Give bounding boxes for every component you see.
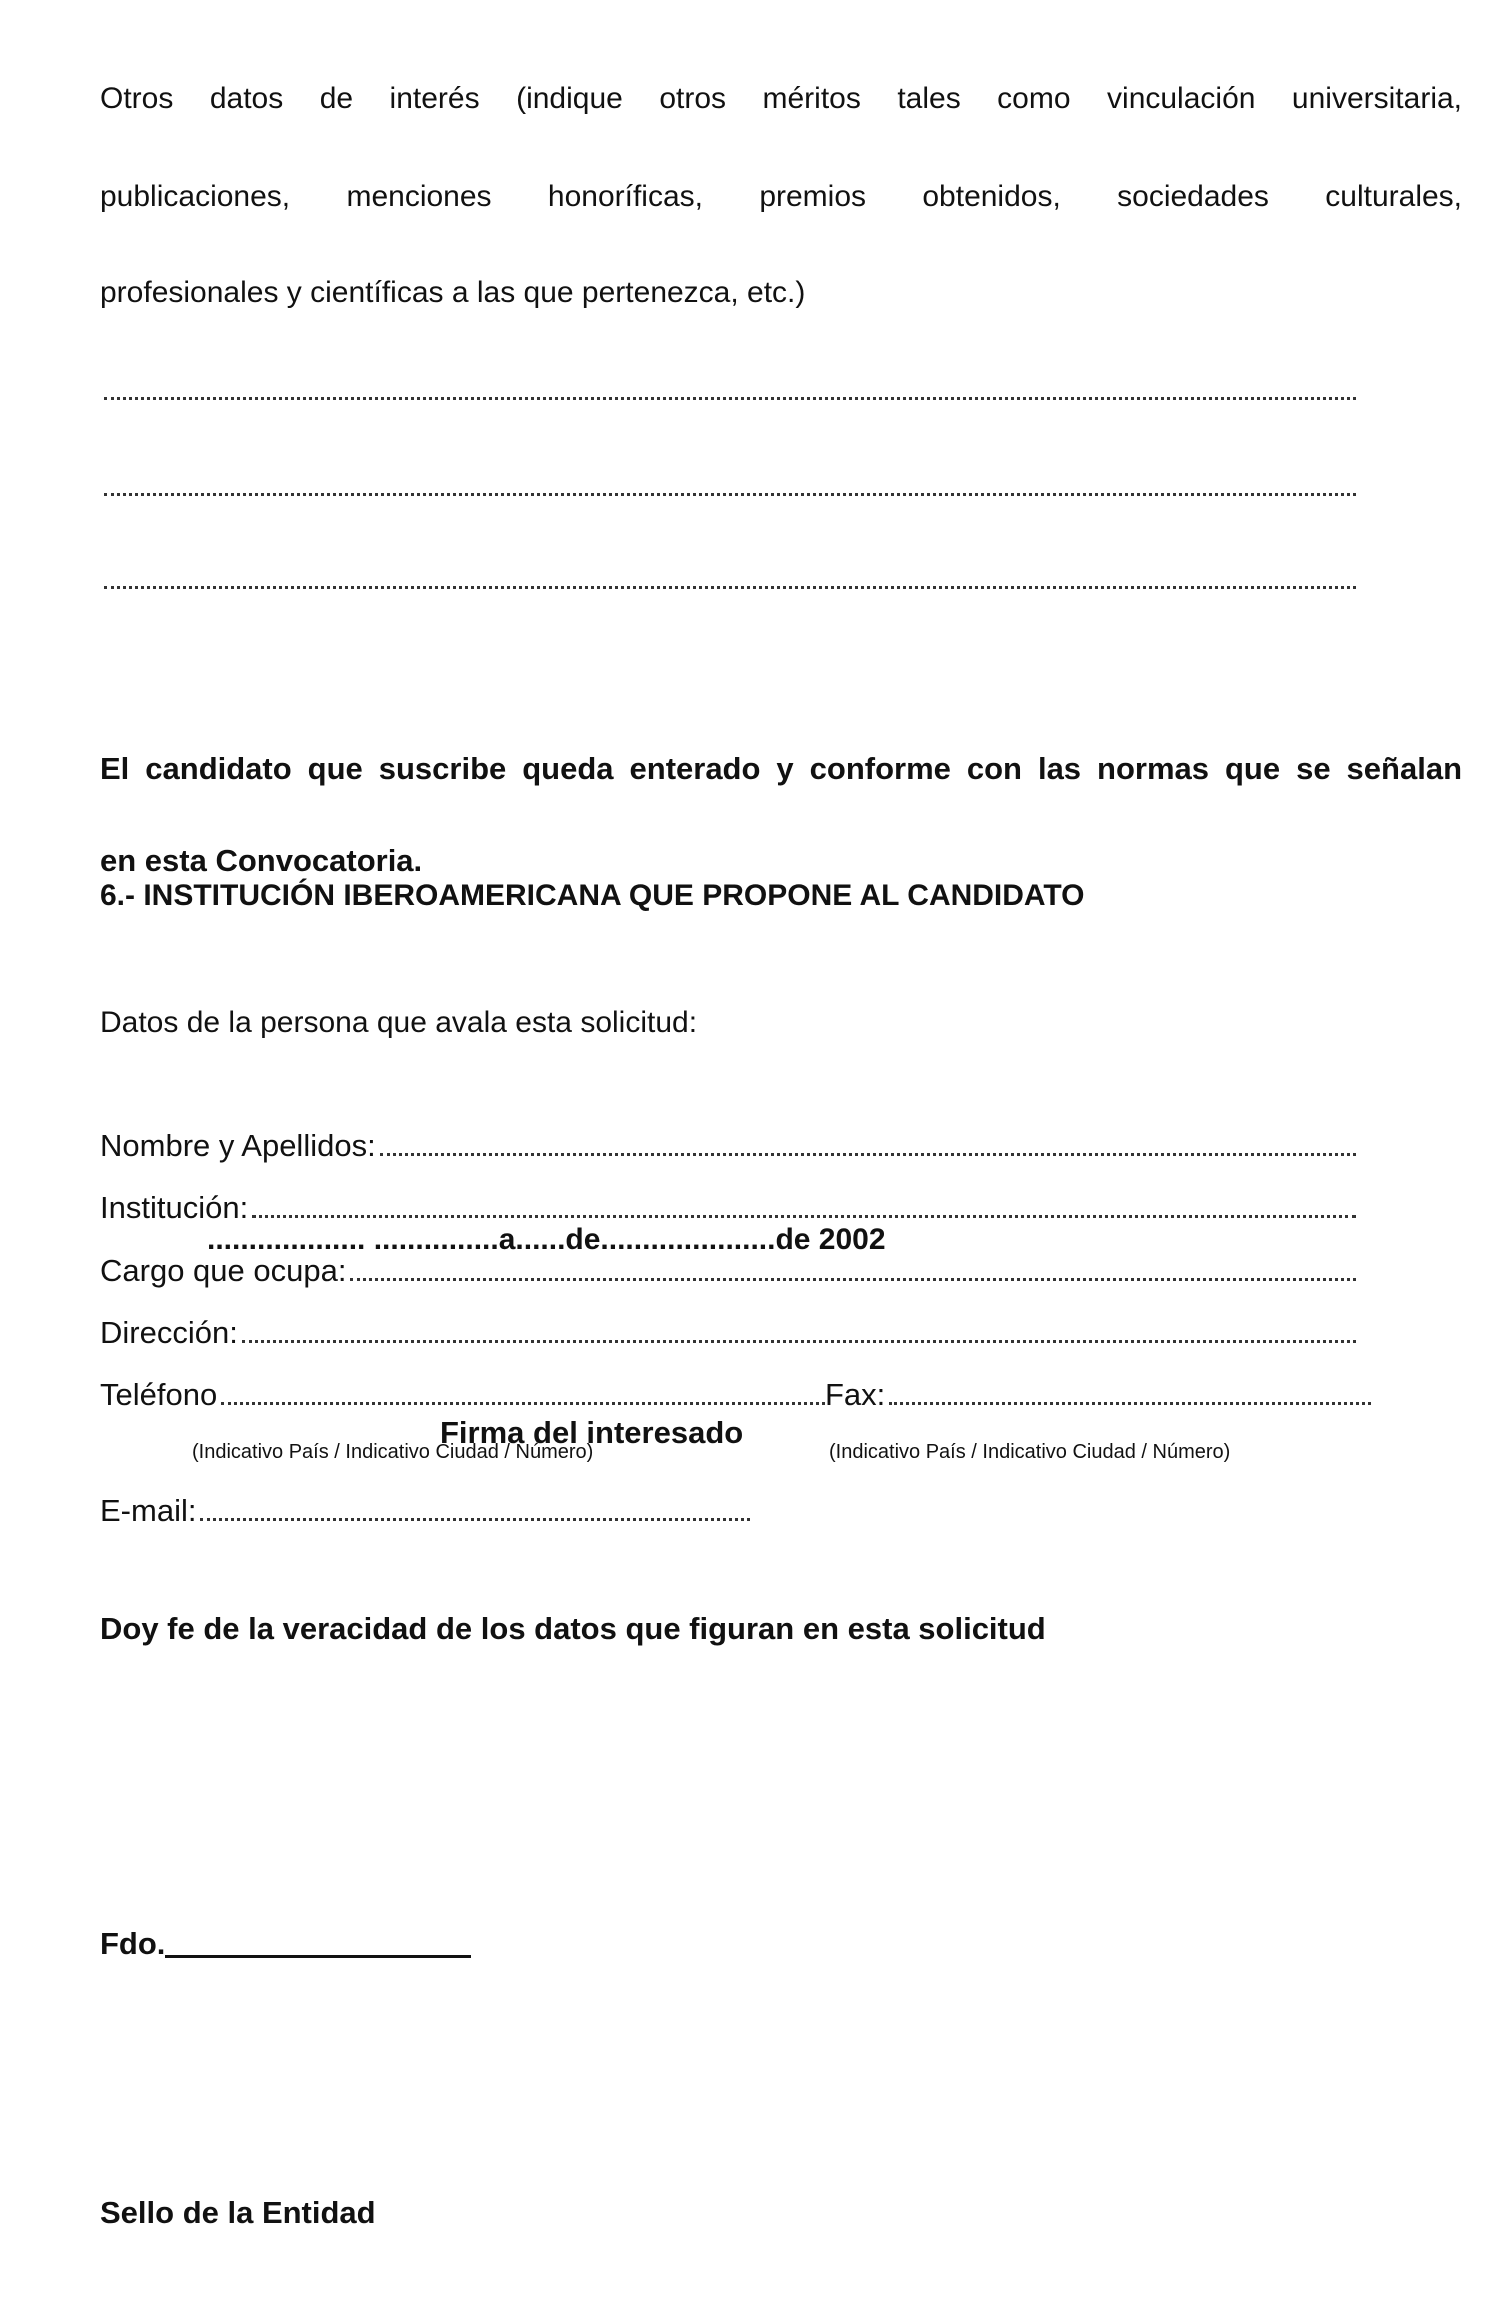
section-6-subtitle: Datos de la persona que avala esta solicitud: <box>100 1006 698 1039</box>
cargo-label: Cargo que ocupa: <box>100 1253 347 1288</box>
direccion-label: Dirección: <box>100 1315 238 1350</box>
fax-input[interactable] <box>889 1402 1371 1405</box>
section-6-heading: 6.- INSTITUCIÓN IBEROAMERICANA QUE PROPONE AL CANDIDATO <box>100 879 1085 912</box>
email-label: E-mail: <box>100 1493 197 1528</box>
fdo-field[interactable] <box>100 1926 471 1962</box>
email-field[interactable] <box>100 1493 750 1529</box>
intro-line-1: Otros datos de interés (indique otros méritos tales como vinculación universitaria, <box>100 82 1462 115</box>
fdo-signature-line[interactable] <box>165 1955 471 1958</box>
fax-field[interactable] <box>825 1377 1371 1413</box>
declaration-line-2: en esta Convocatoria. <box>100 843 423 878</box>
nombre-input[interactable] <box>380 1153 1356 1156</box>
cargo-input[interactable] <box>350 1278 1356 1281</box>
direccion-field[interactable] <box>100 1315 1356 1351</box>
cargo-field[interactable] <box>100 1253 1356 1289</box>
other-data-field-2[interactable] <box>104 493 1356 496</box>
email-input[interactable] <box>200 1518 750 1521</box>
nombre-label: Nombre y Apellidos: <box>100 1128 376 1163</box>
other-data-field-3[interactable] <box>104 586 1356 589</box>
telefono-label: Teléfono <box>100 1377 218 1412</box>
intro-line-2: publicaciones, menciones honoríficas, premios obtenidos, sociedades culturales, <box>100 180 1462 213</box>
institucion-input[interactable] <box>252 1215 1356 1218</box>
attestation-text: Doy fe de la veracidad de los datos que figuran en esta solicitud <box>100 1611 1046 1646</box>
signature-label: Firma del interesado <box>440 1415 744 1450</box>
intro-line-3: profesionales y científicas a las que pertenezca, etc.) <box>100 276 806 309</box>
seal-label: Sello de la Entidad <box>100 2195 376 2230</box>
direccion-input[interactable] <box>242 1340 1356 1343</box>
date-line[interactable]: ................... ...............a......de.....................de 2002 <box>207 1223 886 1256</box>
institucion-field[interactable] <box>100 1190 1356 1226</box>
phone-hint: (Indicativo País / Indicativo Ciudad / Número) <box>192 1441 594 1463</box>
fax-label: Fax: <box>825 1377 886 1412</box>
telefono-field[interactable] <box>100 1377 825 1413</box>
other-data-field-1[interactable] <box>104 397 1356 400</box>
institucion-label: Institución: <box>100 1190 249 1225</box>
nombre-field[interactable] <box>100 1128 1356 1164</box>
fdo-label: Fdo. <box>100 1926 166 1961</box>
fax-hint: (Indicativo País / Indicativo Ciudad / Número) <box>829 1441 1231 1463</box>
declaration-line-1: El candidato que suscribe queda enterado y conforme con las normas que se señalan <box>100 751 1462 786</box>
telefono-input[interactable] <box>221 1402 825 1405</box>
